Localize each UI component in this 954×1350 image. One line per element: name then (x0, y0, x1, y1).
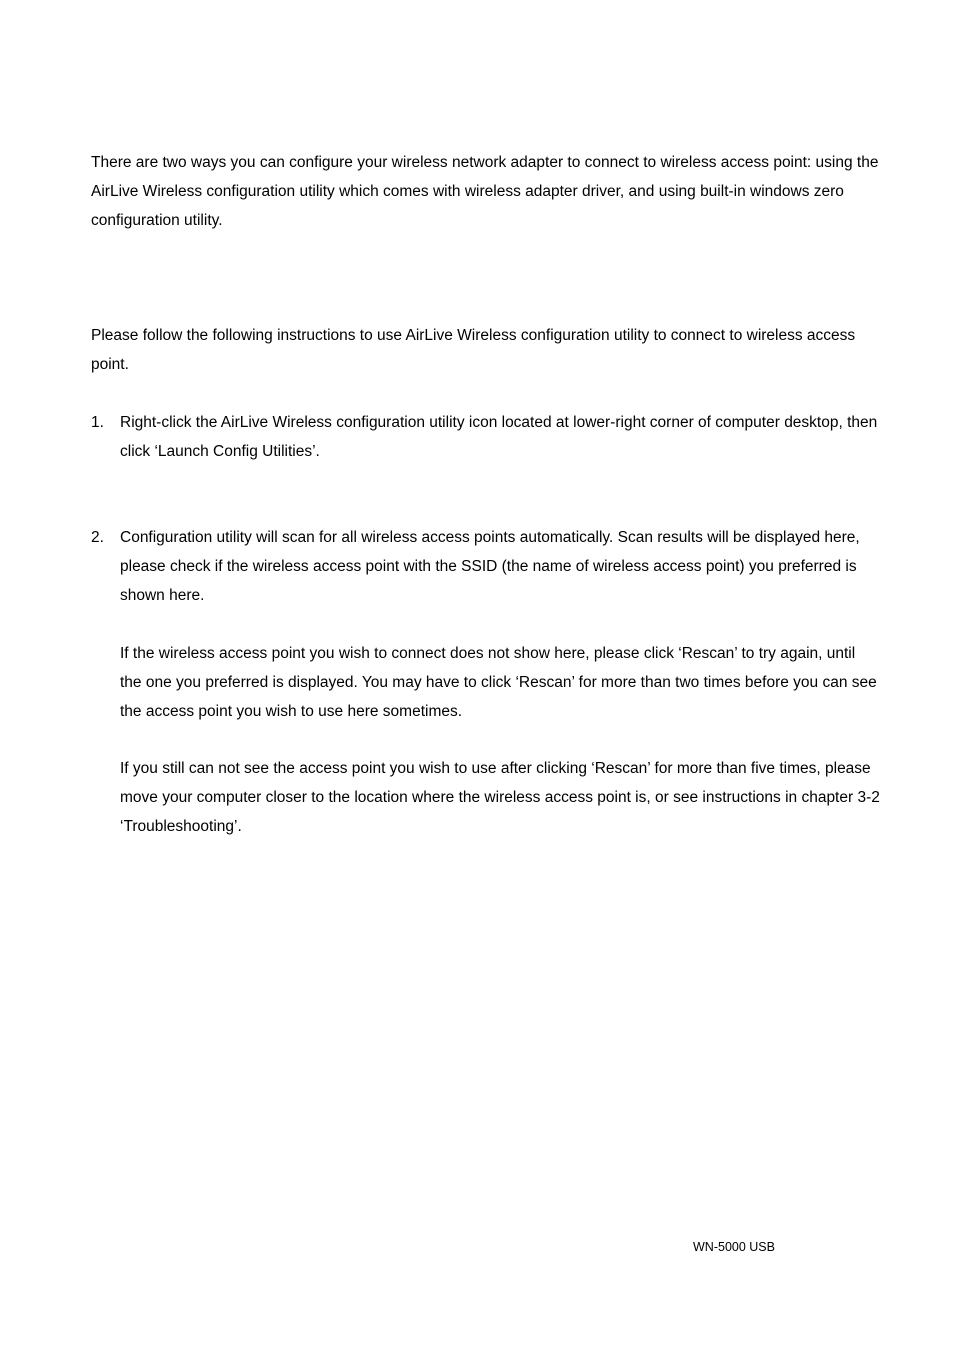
step-2-text: Configuration utility will scan for all wireless access points automatically. Scan results will be displayed here, please check if the wireless access point with the SSID (the name of wireless access point) you preferred is shown here. (120, 529, 860, 604)
step-2-note-rescan: If the wireless access point you wish to connect does not show here, please click ‘Rescan’ to try again, until the one you preferred is displayed. You may have to click ‘Rescan’ for more than two times before you can see the access point you wish to use here sometimes. (120, 645, 877, 720)
step-1-text: Right-click the AirLive Wireless configuration utility icon located at lower-right corner of computer desktop, then click ‘Launch Config Utilities’. (120, 414, 878, 460)
step-2-note-troubleshooting: If you still can not see the access point you wish to use after clicking ‘Rescan’ for more than five times, please move your computer closer to the location where the wireless access point is, or see instructions in chapter 3-2 ‘Troubleshooting’. (120, 760, 880, 835)
footer-model-name: WN-5000 USB (693, 1240, 775, 1254)
intro-paragraph: There are two ways you can configure your wireless network adapter to connect to wireless access point: using the AirLive Wireless configuration utility which comes with wireless adapter driver, and using built-in windows zero configuration utility. (91, 154, 879, 229)
step-1 (91, 408, 881, 466)
step-2-number: 2. (91, 529, 104, 546)
instructions-intro-paragraph: Please follow the following instructions to use AirLive Wireless configuration utility to connect to wireless access point. (91, 327, 856, 373)
step-1-number: 1. (91, 414, 104, 431)
step-2 (91, 523, 881, 610)
